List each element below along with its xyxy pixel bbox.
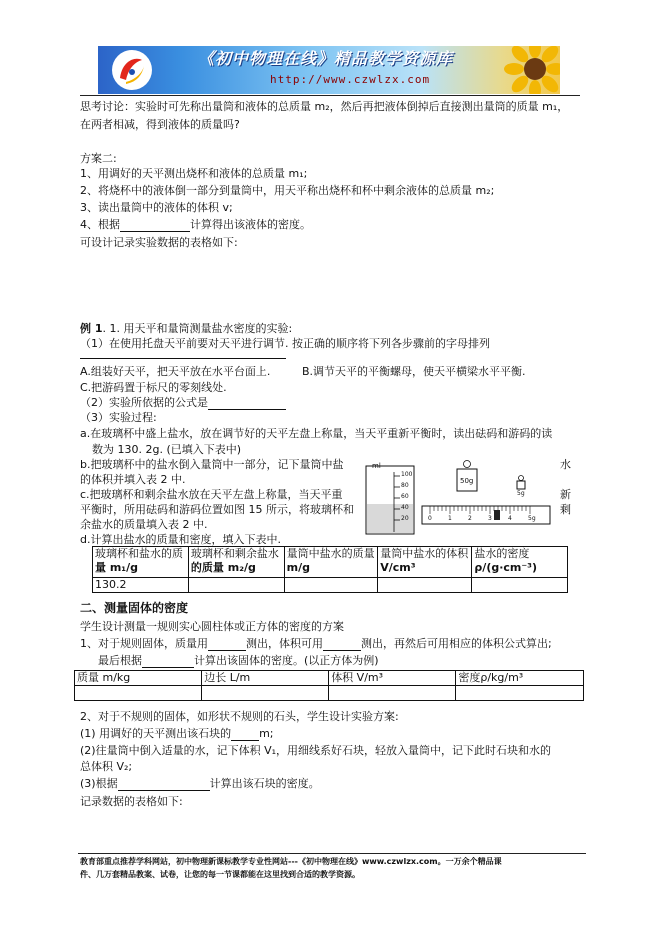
plan2-step-1: 1、用调好的天平测出烧杯和液体的总质量 m₁; xyxy=(80,167,308,180)
banner-url[interactable]: http://www.czwlzx.com xyxy=(270,73,431,86)
example-title-text: . 1. 用天平和量筒测量盐水密度的实验: xyxy=(102,322,293,335)
option-c: C.把游码置于标尺的零刻线处. xyxy=(80,381,227,394)
formula-blank[interactable] xyxy=(120,220,190,232)
stone-density-formula-blank[interactable] xyxy=(118,779,210,791)
ruler-tick-4: 4 xyxy=(508,515,512,522)
plan2-step-3: 3、读出量筒中的液体的体积 v; xyxy=(80,201,233,214)
cell-m1[interactable]: 130.2 xyxy=(93,578,189,593)
example-q3: （3）实验过程: xyxy=(80,411,157,424)
step1-text-e: 计算出该固体的密度。(以正方体为例) xyxy=(194,654,379,667)
step-c-line-2-end: 剩 xyxy=(560,503,571,516)
stone-quantity-blank[interactable] xyxy=(231,729,259,741)
step2-1-text-b: m; xyxy=(259,727,274,740)
section2-step-1 xyxy=(80,637,552,651)
cell-edge[interactable] xyxy=(202,686,329,701)
header-m2: 玻璃杯和剩余盐水 的质量 m₂/g xyxy=(188,547,284,578)
weight-hook-icon xyxy=(464,461,471,468)
section2-step-2: 2、对于不规则的固体，如形状不规则的石头，学生设计实验方案: xyxy=(80,710,399,723)
regular-solid-table xyxy=(74,670,584,701)
header-m1: 玻璃杯和盐水的质 量 m₁/g xyxy=(93,547,189,578)
footer-line-2: 件、几万套精品教案、试卷，让您的每一节课都能在这里找到合适的教学资源。 xyxy=(80,870,360,879)
step-c-line-2: 平衡时，所用砝码和游码位置如图 15 所示，将玻璃杯和 xyxy=(80,503,354,516)
cell-v[interactable] xyxy=(378,578,472,593)
table-header-row xyxy=(75,671,584,686)
plan2-step-4-prefix: 4、根据 xyxy=(80,218,120,231)
balance-figure xyxy=(364,458,552,536)
cylinder-tick-60: 60 xyxy=(401,493,409,500)
section2-step-2-2b: 总体积 V₂; xyxy=(80,760,133,773)
header-m: 量筒中盐水的质量 m/g xyxy=(284,547,378,578)
weight-5g-icon xyxy=(517,481,525,489)
formula-answer-blank[interactable] xyxy=(208,398,286,410)
step-c-line-1: c.把玻璃杯和剩余盐水放在天平左盘上称量，当天平重 xyxy=(80,488,343,501)
step-c-line-3: 余盐水的质量填入表 2 中. xyxy=(80,518,208,531)
ruler-tick-5g: 5g xyxy=(528,515,536,522)
table-row xyxy=(93,578,568,593)
ruler-tick-1: 1 xyxy=(448,515,452,522)
option-b: B.调节天平的平衡螺母，使天平横梁水平平衡. xyxy=(302,365,526,378)
header-volume: 体积 V/m³ xyxy=(329,671,456,686)
header-mass: 质量 m/kg xyxy=(75,671,202,686)
volume-tool-blank[interactable] xyxy=(323,639,361,651)
ruler-tick-0: 0 xyxy=(428,515,432,522)
cylinder-tick-40: 40 xyxy=(401,504,409,511)
table-header-row xyxy=(93,547,568,578)
example-q1: （1）在使用托盘天平前要对天平进行调节. 按正确的顺序将下列各步骤前的字母排列 xyxy=(80,337,490,350)
cylinder-tick-20: 20 xyxy=(401,515,409,522)
cell-density[interactable] xyxy=(456,686,584,701)
step1-text-d: 最后根据 xyxy=(98,654,142,667)
step2-1-text-a: (1) 用调好的天平测出该石块的 xyxy=(80,727,232,740)
footer-rule xyxy=(78,853,586,854)
brine-density-table xyxy=(92,546,568,593)
header-rule xyxy=(80,95,580,96)
table-row xyxy=(75,686,584,701)
step1-text-c: 测出，再然后可用相应的体积公式算出; xyxy=(361,637,552,650)
ruler-tick-2: 2 xyxy=(468,515,472,522)
plan2-step-4-suffix: 计算得出该液体的密度。 xyxy=(190,218,311,231)
cylinder-tick-80: 80 xyxy=(401,482,409,489)
step-b-line-1-end: 水 xyxy=(560,458,571,471)
step-c-line-1-end: 新 xyxy=(560,488,571,501)
step-a-line-1: a.在玻璃杯中盛上盐水，放在调节好的天平左盘上称量，当天平重新平衡时，读出砝码和游码的读 xyxy=(80,427,553,440)
ruler-tick-3: 3 xyxy=(488,515,492,522)
step2-3-text-a: (3)根据 xyxy=(80,777,118,790)
cell-rho[interactable] xyxy=(472,578,568,593)
plan2-title: 方案二: xyxy=(80,152,117,165)
cylinder-unit: ml xyxy=(372,462,381,470)
example-label: 例 1 xyxy=(80,322,103,335)
cylinder-tick-100: 100 xyxy=(401,471,413,478)
banner-title: 《初中物理在线》精品教学资源库 xyxy=(198,49,454,68)
density-formula-blank[interactable] xyxy=(142,656,194,668)
logo-icon xyxy=(112,50,152,90)
cell-volume[interactable] xyxy=(329,686,456,701)
cell-m[interactable] xyxy=(284,578,378,593)
section2-title: 二、测量固体的密度 xyxy=(80,601,189,615)
header-edge: 边长 L/m xyxy=(202,671,329,686)
step-a-line-2: 数为 130. 2g. (已填入下表中) xyxy=(92,443,242,456)
step-b-line-1: b.把玻璃杯中的盐水倒入量筒中一部分，记下量筒中盐 xyxy=(80,458,344,471)
weight-50g-label: 50g xyxy=(460,477,474,485)
cell-mass[interactable] xyxy=(75,686,202,701)
header-density: 密度ρ/kg/m³ xyxy=(456,671,584,686)
weight-5g-label: 5g xyxy=(517,490,525,497)
order-answer-blank[interactable] xyxy=(80,350,286,359)
mass-tool-blank[interactable] xyxy=(208,639,246,651)
footer-line-1: 教育部重点推荐学科网站，初中物理新课标教学专业性网站---《初中物理在线》www.czwlzx.com。一万余个精品课 xyxy=(80,857,502,866)
discussion-line-2: 在两者相减，得到液体的质量吗? xyxy=(80,118,240,131)
plan2-step-4 xyxy=(80,218,311,232)
header-rho: 盐水的密度 ρ/(g·cm⁻³) xyxy=(472,547,568,578)
example-q2 xyxy=(80,396,286,410)
site-logo xyxy=(112,50,152,90)
section2-record-note: 记录数据的表格如下: xyxy=(80,795,183,808)
step1-text-a: 1、对于规则固体，质量用 xyxy=(80,637,208,650)
step1-text-b: 测出，体积可用 xyxy=(246,637,323,650)
section2-step-2-2: (2)往量筒中倒入适量的水，记下体积 V₁，用细线系好石块，轻放入量筒中，记下此时石块和水的 xyxy=(80,744,552,757)
header-v: 量筒中盐水的体积 V/cm³ xyxy=(378,547,472,578)
plan2-step-2: 2、将烧杯中的液体倒一部分到量筒中，用天平称出烧杯和杯中剩余液体的总质量 m₂; xyxy=(80,184,495,197)
example-title xyxy=(80,322,292,336)
header-banner xyxy=(98,46,560,94)
rider-icon xyxy=(494,510,500,520)
section2-step-2-3 xyxy=(80,777,320,791)
example-q2-text: （2）实验所依据的公式是 xyxy=(80,396,208,409)
sunflower-icon xyxy=(504,46,560,94)
section2-step-2-1 xyxy=(80,727,274,741)
step-b-line-2: 的体积并填入表 2 中. xyxy=(80,473,186,486)
plan2-table-note: 可设计记录实验数据的表格如下: xyxy=(80,236,238,249)
step2-3-text-b: 计算出该石块的密度。 xyxy=(209,777,320,790)
section2-intro: 学生设计测量一规则实心圆柱体或正方体的密度的方案 xyxy=(80,620,344,633)
step-d-line: d.计算出盐水的质量和密度，填入下表中. xyxy=(80,533,281,546)
cell-m2[interactable] xyxy=(188,578,284,593)
section2-step-1b xyxy=(98,654,379,668)
discussion-line-1: 思考讨论：实验时可先称出量筒和液体的总质量 m₂，然后再把液体倒掉后直接测出量筒的质量 m₁， xyxy=(80,100,569,113)
option-a: A.组装好天平，把天平放在水平台面上. xyxy=(80,365,271,378)
